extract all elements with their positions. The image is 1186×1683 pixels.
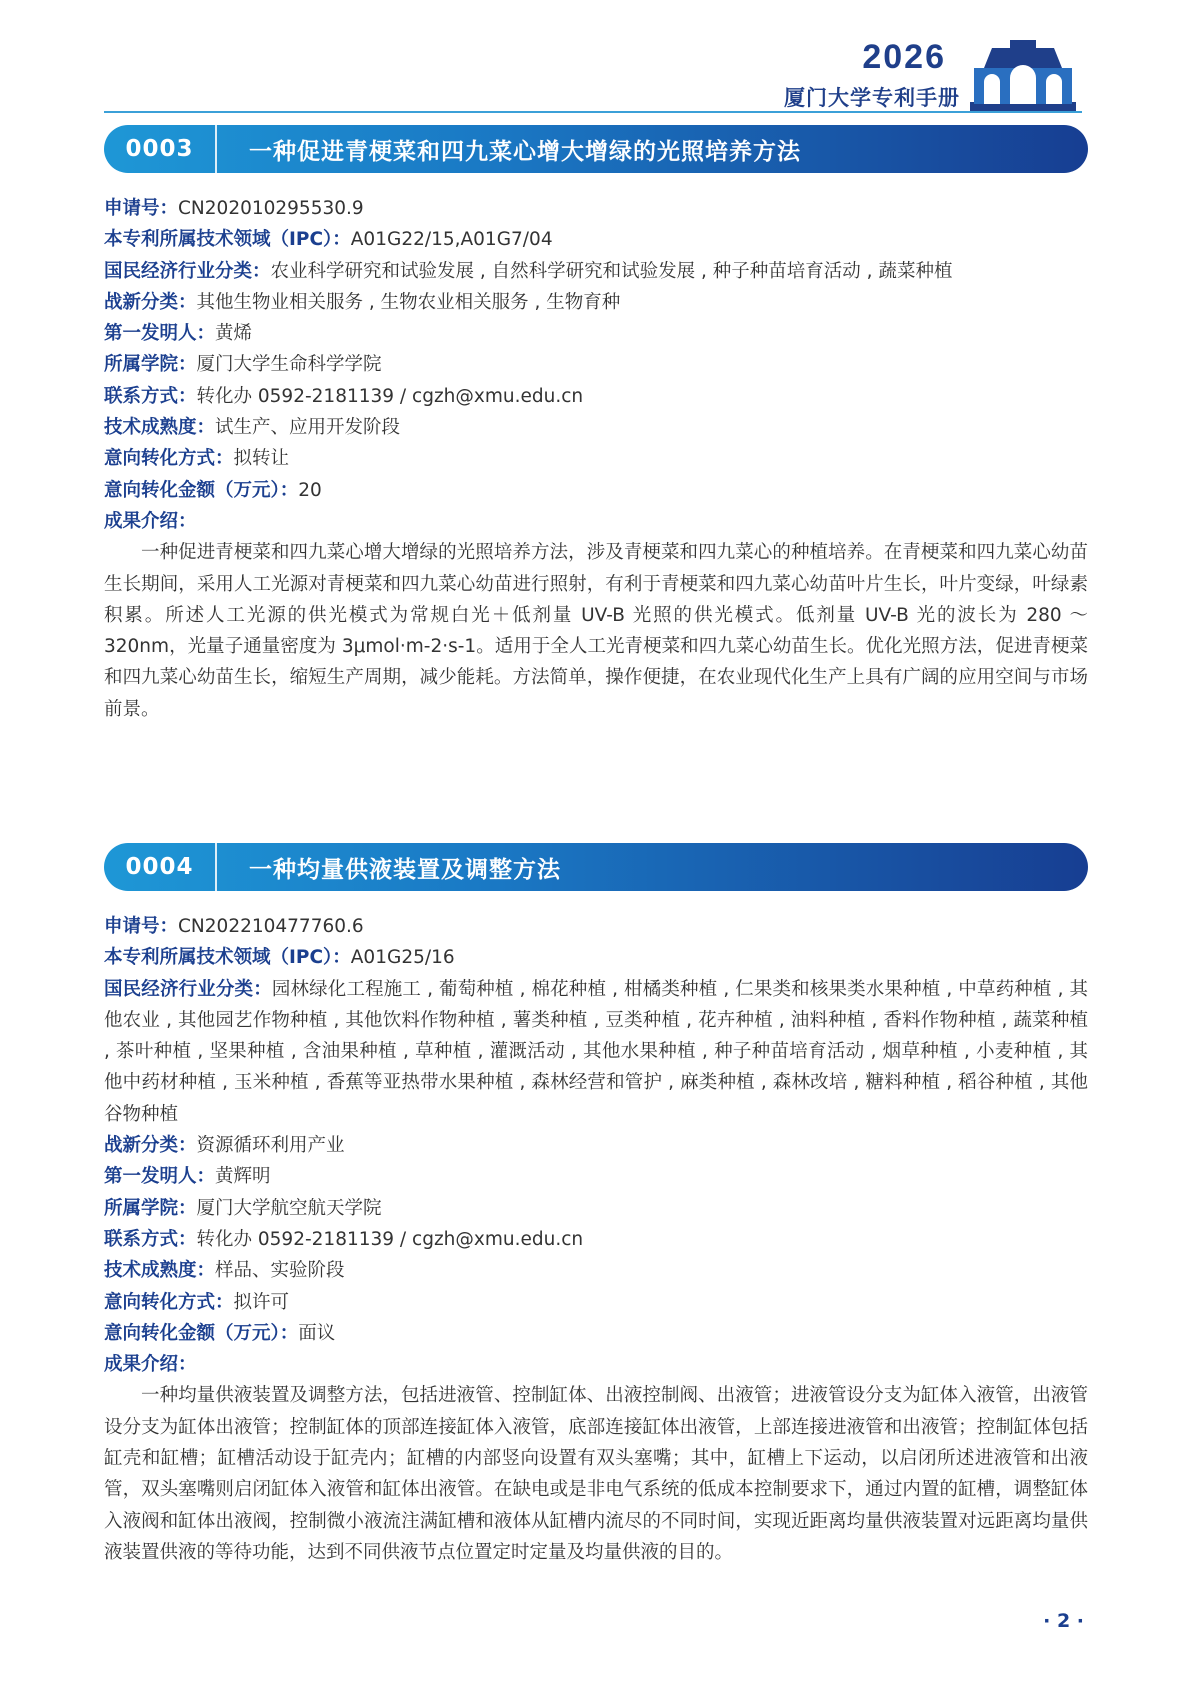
label-transfer-amount: 意向转化金额（万元）： [104,479,299,501]
page-number: · 2 · [1043,1610,1084,1632]
label-intro: 成果介绍： [104,510,197,532]
value-contact: 转化办 0592-2181139 / cgzh@xmu.edu.cn [196,1228,584,1250]
field-maturity [104,412,1088,443]
value-transfer-amount: 20 [298,479,322,501]
gate-logo-icon [970,38,1076,112]
field-intro [104,506,1088,537]
field-strategic [104,287,1088,318]
value-maturity: 样品、实验阶段 [215,1260,345,1282]
label-industry: 国民经济行业分类： [104,260,271,282]
label-maturity: 技术成熟度： [104,417,216,439]
patent-fields [104,193,1088,725]
label-transfer-amount: 意向转化金额（万元）： [104,1322,299,1344]
patent-section-0003 [104,125,1088,725]
field-transfer-mode [104,443,1088,474]
header-divider [104,111,1082,113]
label-app-no: 申请号： [104,916,179,937]
intro-text: 一种促进青梗菜和四九菜心增大增绿的光照培养方法，涉及青梗菜和四九菜心的种植培养。在青梗菜和四九菜心幼苗生长期间，采用人工光源对青梗菜和四九菜心幼苗进行照射，有利于青梗菜和四九菜心幼苗叶片生长，叶片变绿，叶绿素积累。所述人工光源的供光模式为常规白光＋低剂量 UV-B 光照的供光模式。低剂量 UV-B 光的波长为 280 ～ 320nm，光量子通量密度为 3μmol·m-2·s-1。适用于全人工光青梗菜和四九菜心幼苗生长。优化光照方法，促进青梗菜和四九菜心幼苗生长，缩短生产周期，减少能耗。方法简单，操作便捷，在农业现代化生产上具有广阔的应用空间与市场前景。 [104,542,1088,720]
value-college: 厦门大学航空航天学院 [196,1197,382,1219]
field-college [104,349,1088,380]
value-contact: 转化办 0592-2181139 / cgzh@xmu.edu.cn [196,385,584,407]
field-ipc [104,224,1088,255]
value-college: 厦门大学生命科学学院 [196,354,382,376]
label-inventor: 第一发明人： [104,323,216,345]
value-transfer-mode: 拟转让 [233,448,290,470]
value-industry: 园林绿化工程施工 , 葡萄种植 , 棉花种植 , 柑橘类种植 , 仁果类和核果类水果种植 , 中草药种植 , 其他农业 , 其他园艺作物种植 , 其他饮料作物种植 , 薯类种植 , 豆类种植 , 花卉种植 , 油料种植 , 香料作物种植 , 蔬菜种植 , 茶叶种植 , 坚果种植 , 含油果种植 , 草种植 , 灌溉活动 , 其他水果种植 , 种子种苗培育活动 , 烟草种植 , 小麦种植 , 其他中药材种植 , 玉米种植 , 香蕉等亚热带水果种植 , 森林经营和管护 , 麻类种植 , 森林改培 , 糖料种植 , 稻谷种植 , 其他谷物种植 [104,978,1088,1125]
field-transfer-amount [104,1318,1088,1349]
value-ipc: A01G25/16 [350,947,455,969]
label-industry: 国民经济行业分类： [104,978,272,1000]
label-college: 所属学院： [104,1197,197,1219]
patent-number: 0004 [104,843,217,891]
label-ipc: 本专利所属技术领域（IPC）： [104,947,351,969]
field-inventor [104,1161,1088,1192]
value-inventor: 黄辉明 [215,1166,271,1188]
field-contact [104,1224,1088,1255]
patent-title: 一种均量供液装置及调整方法 [249,856,561,883]
label-inventor: 第一发明人： [104,1166,216,1188]
label-intro: 成果介绍： [104,1354,197,1376]
patent-section-0004 [104,843,1088,1568]
patent-title: 一种促进青梗菜和四九菜心增大增绿的光照培养方法 [249,138,801,165]
field-app-no [104,193,1088,224]
intro-text: 一种均量供液装置及调整方法，包括进液管、控制缸体、出液控制阀、出液管；进液管设分支为缸体入液管，出液管设分支为缸体出液管；控制缸体的顶部连接缸体入液管，底部连接缸体出液管，上部连接进液管和出液管；控制缸体包括缸壳和缸槽；缸槽活动设于缸壳内；缸槽的内部竖向设置有双头塞嘴；其中，缸槽上下运动，以启闭所述进液管和出液管，双头塞嘴则启闭缸体入液管和缸体出液管。在缺电或是非电气系统的低成本控制要求下，通过内置的缸槽，调整缸体入液阀和缸体出液阀，控制微小液流注满缸槽和液体从缸槽内流尽的不同时间，实现近距离均量供液装置对远距离均量供液装置供液的等待功能，达到不同供液节点位置定时定量及均量供液的目的。 [104,1385,1088,1563]
header-year: 2026 [862,38,946,76]
header-title: 厦门大学专利手册 [784,85,960,110]
field-intro [104,1349,1088,1380]
field-ipc [104,942,1088,973]
value-maturity: 试生产、应用开发阶段 [215,417,401,439]
value-app-no: CN202210477760.6 [178,916,364,937]
value-strategic: 其他生物业相关服务 , 生物农业相关服务 , 生物育种 [196,291,621,313]
patent-banner [104,125,1088,173]
label-transfer-mode: 意向转化方式： [104,1291,234,1313]
label-ipc: 本专利所属技术领域（IPC）： [104,229,351,251]
label-strategic: 战新分类： [104,291,197,313]
label-college: 所属学院： [104,354,197,376]
field-transfer-amount [104,475,1088,506]
label-maturity: 技术成熟度： [104,1260,216,1282]
field-maturity [104,1255,1088,1286]
label-contact: 联系方式： [104,385,197,407]
value-app-no: CN202010295530.9 [178,198,364,219]
value-strategic: 资源循环利用产业 [196,1135,345,1157]
field-contact [104,381,1088,412]
field-college [104,1193,1088,1224]
patent-number: 0003 [104,125,217,173]
value-inventor: 黄烯 [215,323,253,345]
field-inventor [104,318,1088,349]
label-app-no: 申请号： [104,198,179,219]
label-contact: 联系方式： [104,1228,197,1250]
field-strategic [104,1130,1088,1161]
value-ipc: A01G22/15,A01G7/04 [350,229,553,251]
value-transfer-mode: 拟许可 [233,1291,290,1313]
field-app-no [104,911,1088,942]
patent-fields [104,911,1088,1568]
value-industry: 农业科学研究和试验发展 , 自然科学研究和试验发展 , 种子种苗培育活动 , 蔬菜种植 [270,260,953,282]
label-strategic: 战新分类： [104,1135,197,1157]
field-industry [104,974,1088,1130]
patent-banner [104,843,1088,891]
field-industry [104,256,1088,287]
field-transfer-mode [104,1287,1088,1318]
value-transfer-amount: 面议 [298,1322,336,1344]
label-transfer-mode: 意向转化方式： [104,448,234,470]
